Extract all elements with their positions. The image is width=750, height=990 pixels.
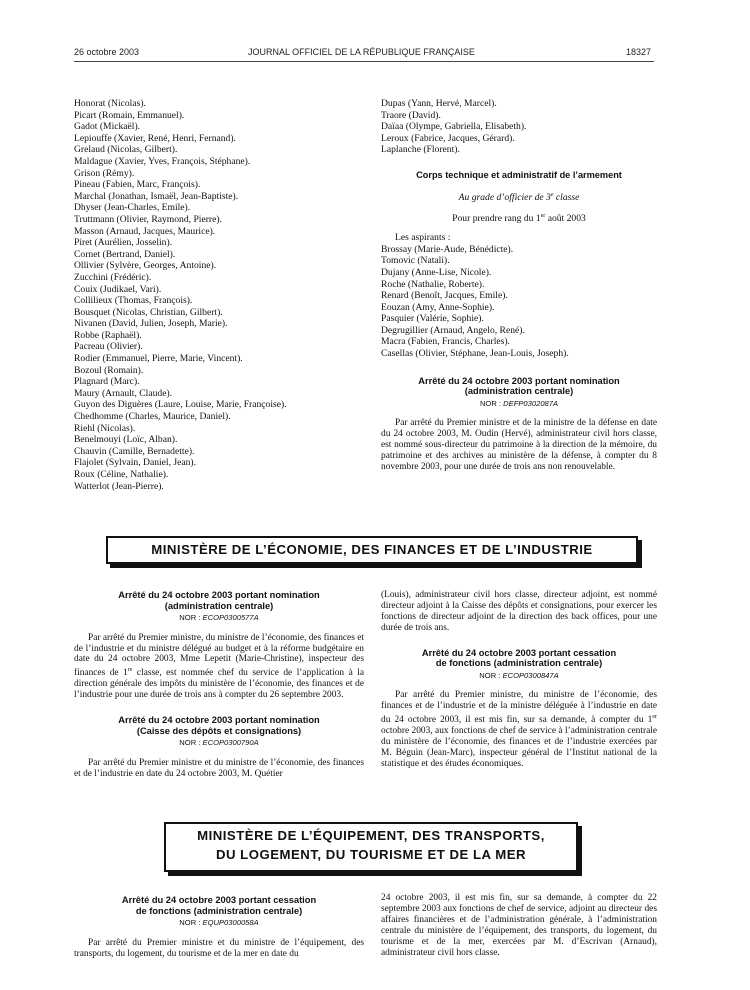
name-list-item: Flajolet (Sylvain, Daniel, Jean). bbox=[74, 457, 197, 469]
eco-arrete3-text: Par arrêté du Premier ministre, du ministre de l’économie, des finances et de l’industrie et de la ministre déléguée à l’industrie en date du 24 octobre 2003, il est mis fin, sur sa demande, à compter du 1er octobre 2003, aux fonctions de chef de service à l’administration centrale du ministère de l’économie, des finances et de l’industrie exercées par M. Béguin (Jean-Marc), inspecteur général de l’Institut national de la statistique et des études économiques. bbox=[381, 690, 657, 769]
eco-arrete1-title: Arrêté du 24 octobre 2003 portant nomination (administration centrale) bbox=[118, 590, 320, 611]
header-page-number: 18327 bbox=[626, 47, 652, 57]
name-list-item: Laplanche (Florent). bbox=[381, 144, 460, 156]
name-list-item: Gadot (Mickaël). bbox=[74, 121, 141, 133]
name-list-item: Cornet (Bertrand, Daniel). bbox=[74, 248, 176, 260]
aspirant-list-item: Degrugillier (Arnaud, Angelo, René). bbox=[381, 324, 525, 336]
eco-arrete2-text: Par arrêté du Premier ministre et du ministre de l’économie, des finances et de l’industrie en date du 24 octobre 2003, M. Quétier bbox=[74, 757, 364, 779]
equip-arrete-continuation: 24 octobre 2003, il est mis fin, sur sa demande, à compter du 22 septembre 2003 aux fonctions de chef de service, adjoint au directeur des affaires financières et de l’administration générale, à l’administration centrale du ministère de l’équipement, des transports, du logement, du tourisme et de la mer, exercées par M. d’Escrivan (Arnaud), administrateur civil hors classe. bbox=[381, 893, 657, 958]
aspirant-list-item: Eouzan (Amy, Anne-Sophie). bbox=[381, 301, 495, 313]
equip-arrete-text: Par arrêté du Premier ministre et du ministre de l’équipement, des transports, du logement, du tourisme et de la mer en date du bbox=[74, 937, 364, 959]
name-list-item: Guyon des Diguères (Laure, Louise, Marie, Françoise). bbox=[74, 399, 287, 411]
equip-arrete-title: Arrêté du 24 octobre 2003 portant cessation de fonctions (administration centrale) bbox=[121, 895, 317, 916]
corps-title: Corps technique et administratif de l’armement bbox=[416, 169, 622, 180]
name-list-item: Robbe (Raphaël). bbox=[74, 329, 142, 341]
name-list-item: Zucchini (Frédéric). bbox=[74, 271, 152, 283]
banner-equipement-line2: DU LOGEMENT, DU TOURISME ET DE LA MER bbox=[215, 847, 527, 862]
eco-arrete2-title: Arrêté du 24 octobre 2003 portant nomination (Caisse des dépôts et consignations) bbox=[118, 715, 320, 736]
name-list-item: Pineau (Fabien, Marc, François). bbox=[74, 179, 201, 191]
name-list-item: Roux (Céline, Nathalie). bbox=[74, 469, 169, 480]
name-list-item: Riehl (Nicolas). bbox=[74, 422, 136, 434]
corps-rang: Pour prendre rang du 1er août 2003 bbox=[452, 213, 586, 225]
eco-arrete1-text: Par arrêté du Premier ministre, du ministre de l’économie, des finances et de l’industrie et du ministre délégué au budget et à la réforme budgétaire en date du 24 octobre 2003, Mme Lepetit (Marie-Christine), inspecteur des finances de 1re classe, est nommée chef du service de l’application à la direction générale des impôts du ministère de l’économie, des finances et de l’industrie pour une durée de trois ans à compter du 26 septembre 2003. bbox=[74, 632, 364, 701]
aspirant-list-item: Roche (Nathalie, Roberte). bbox=[381, 278, 485, 290]
name-list-item: Dupas (Yann, Hervé, Marcel). bbox=[381, 98, 497, 109]
eco-left-column bbox=[74, 590, 364, 780]
aspirant-list-item: Dujany (Anne-Lise, Nicole). bbox=[381, 266, 492, 278]
eco-right-column bbox=[381, 590, 657, 770]
eco-arrete3-title: Arrêté du 24 octobre 2003 portant cessation de fonctions (administration centrale) bbox=[421, 647, 617, 669]
header-date: 26 octobre 2003 bbox=[74, 47, 140, 57]
ministry-banner-economie: MINISTÈRE DE L’ÉCONOMIE, DES FINANCES ET DE L’INDUSTRIE bbox=[106, 536, 638, 564]
equip-arrete-nor: NOR : EQUP0300058A bbox=[179, 918, 259, 927]
banner-equipement-line1: MINISTÈRE DE L’ÉQUIPEMENT, DES TRANSPORTS, bbox=[197, 828, 545, 843]
name-list-item: Masson (Arnaud, Jacques, Maurice). bbox=[74, 225, 216, 237]
name-list-item: Daïaa (Olympe, Gabriella, Elisabeth). bbox=[381, 121, 527, 133]
eco-arrete2-continuation: (Louis), administrateur civil hors classe, directeur adjoint, est nommé directeur adjoint à la Caisse des dépôts et consignations, pour exercer les fonctions de directeur adjoint de la direction des back offices, pour une durée de trois ans. bbox=[381, 590, 657, 633]
name-list-item: Chedhomme (Charles, Maurice, Daniel). bbox=[74, 411, 231, 423]
name-list-item: Chauvin (Camille, Bernadette). bbox=[74, 445, 195, 457]
aspirant-list-item: Brossay (Marie-Aude, Bénédicte). bbox=[381, 243, 514, 255]
equip-left-column bbox=[74, 895, 364, 959]
name-list-item: Dhyser (Jean-Charles, Emile). bbox=[74, 202, 191, 214]
name-list-item: Leroux (Fabrice, Jacques, Gérard). bbox=[381, 132, 515, 144]
aspirant-list-item: Macra (Fabien, Francis, Charles). bbox=[381, 336, 510, 348]
aspirant-list-item: Tomovic (Natali). bbox=[381, 255, 450, 267]
name-list-item: Picart (Romain, Emmanuel). bbox=[74, 109, 185, 121]
name-list-item: Bousquet (Nicolas, Christian, Gilbert). bbox=[74, 306, 223, 318]
ministry-banner-equipement bbox=[164, 822, 578, 872]
name-list-item: Grison (Rémy). bbox=[74, 167, 135, 179]
defense-arrete-title: Arrêté du 24 octobre 2003 portant nomination (administration centrale) bbox=[418, 375, 620, 397]
eco-arrete3-nor: NOR : ECOP0300847A bbox=[479, 670, 559, 680]
aspirant-list-item: Pasquier (Valérie, Sophie). bbox=[381, 313, 484, 325]
name-list-item: Benelmouyi (Loïc, Alban). bbox=[74, 434, 178, 446]
right-name-list bbox=[381, 98, 657, 156]
name-list-item: Watterlot (Jean-Pierre). bbox=[74, 480, 164, 492]
name-list-item: Bozoul (Romain). bbox=[74, 364, 144, 376]
aspirant-list-item: Renard (Benoît, Jacques, Emile). bbox=[381, 290, 508, 302]
name-list-item: Honorat (Nicolas). bbox=[74, 98, 146, 109]
name-list-item: Lepiouffe (Xavier, René, Henri, Fernand). bbox=[74, 132, 236, 144]
left-name-list bbox=[74, 98, 364, 492]
aspirant-name-list bbox=[381, 244, 657, 360]
name-list-item: Maldague (Xavier, Yves, François, Stéphane). bbox=[74, 155, 251, 167]
eco-arrete2-nor: NOR : ECOP0300790A bbox=[179, 738, 259, 748]
defense-nor: NOR : DEFP0302087A bbox=[479, 398, 559, 408]
name-list-item: Maury (Arnault, Claude). bbox=[74, 387, 173, 399]
name-list-item: Couix (Judikael, Vari). bbox=[74, 283, 162, 295]
right-column-top bbox=[381, 98, 657, 473]
name-list-item: Plagnard (Marc). bbox=[74, 376, 140, 388]
name-list-item: Marchal (Jonathan, Ismaël, Jean-Baptiste). bbox=[74, 190, 239, 202]
name-list-item: Collilieux (Thomas, François). bbox=[74, 295, 193, 307]
corps-grade: Au grade d’officier de 3e classe bbox=[458, 191, 580, 203]
name-list-item: Pacreau (Olivier). bbox=[74, 341, 143, 353]
header-rule bbox=[74, 61, 654, 62]
aspirants-label: Les aspirants : bbox=[395, 232, 451, 244]
equip-right-column bbox=[381, 893, 657, 958]
aspirant-list-item: Casellas (Olivier, Stéphane, Jean-Louis, Joseph). bbox=[381, 348, 569, 360]
defense-arrete-text: Par arrêté du Premier ministre et de la ministre de la défense en date du 24 octobre 2003, M. Oudin (Hervé), administrateur civil hors classe, est nommé sous-directeur du patrimoine à la direction de la mémoire, du patrimoine et des archives au ministère de la défense, à compter du 8 novembre 2003, pour une durée de trois ans non renouvelable. bbox=[381, 418, 657, 472]
eco-arrete1-nor: NOR : ECOP0300577A bbox=[179, 613, 259, 622]
name-list-item: Truttmann (Olivier, Raymond, Pierre). bbox=[74, 213, 222, 225]
name-list-item: Traore (David). bbox=[381, 109, 441, 121]
header-title: JOURNAL OFFICIEL DE LA RÉPUBLIQUE FRANÇAISE bbox=[248, 47, 475, 57]
name-list-item: Grelaud (Nicolas, Gilbert). bbox=[74, 144, 178, 156]
name-list-item: Rodier (Emmanuel, Pierre, Marie, Vincent). bbox=[74, 353, 243, 365]
name-list-item: Ollivier (Sylvère, Georges, Antoine). bbox=[74, 260, 217, 272]
name-list-item: Piret (Aurélien, Josselin). bbox=[74, 237, 173, 249]
name-list-item: Nivanen (David, Julien, Joseph, Marie). bbox=[74, 318, 228, 330]
